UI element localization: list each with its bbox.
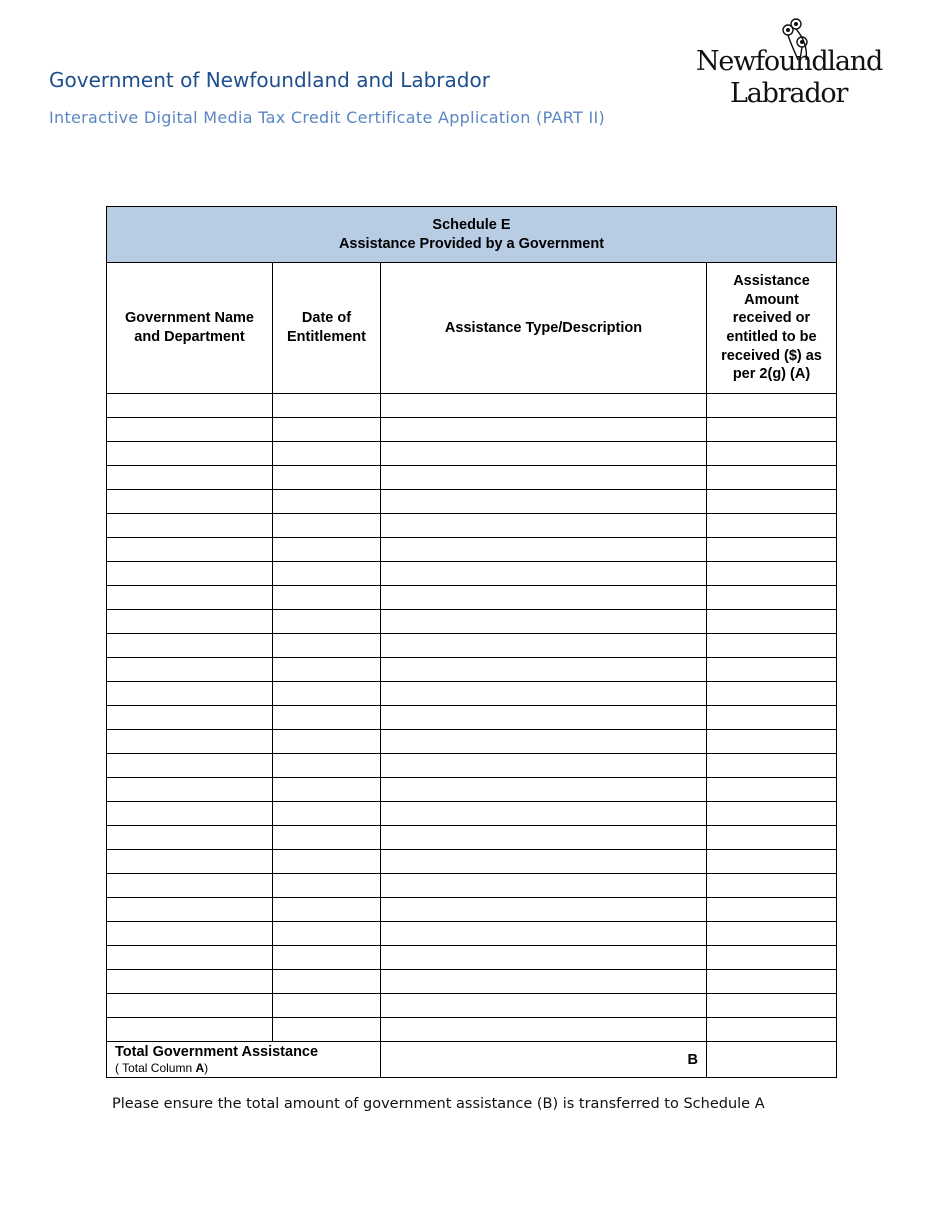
assistance-type-cell[interactable] (381, 442, 707, 466)
amount-cell[interactable] (707, 610, 837, 634)
schedule-title: Schedule E (432, 216, 511, 233)
government-name-cell[interactable] (107, 634, 273, 658)
total-sublabel (115, 1061, 380, 1076)
government-name-cell[interactable] (107, 730, 273, 754)
table-row (107, 658, 837, 682)
government-name-cell[interactable] (107, 562, 273, 586)
table-row (107, 706, 837, 730)
assistance-type-cell[interactable] (381, 778, 707, 802)
amount-cell[interactable] (707, 850, 837, 874)
amount-cell[interactable] (707, 970, 837, 994)
assistance-type-cell[interactable] (381, 802, 707, 826)
date-cell[interactable] (273, 586, 381, 610)
government-name-cell[interactable] (107, 802, 273, 826)
schedule-e-table (106, 206, 837, 1078)
date-cell[interactable] (273, 490, 381, 514)
date-cell[interactable] (273, 850, 381, 874)
form-subtitle: Interactive Digital Media Tax Credit Certificate Application (PART II) (49, 108, 606, 127)
amount-cell[interactable] (707, 898, 837, 922)
amount-cell[interactable] (707, 754, 837, 778)
table-row (107, 394, 837, 418)
government-name-cell[interactable] (107, 898, 273, 922)
government-name-cell[interactable] (107, 778, 273, 802)
amount-cell[interactable] (707, 946, 837, 970)
table-row (107, 538, 837, 562)
government-name-cell[interactable] (107, 586, 273, 610)
date-cell[interactable] (273, 514, 381, 538)
table-row (107, 754, 837, 778)
assistance-type-cell[interactable] (381, 490, 707, 514)
assistance-type-cell[interactable] (381, 994, 707, 1018)
government-name-cell[interactable] (107, 658, 273, 682)
amount-cell[interactable] (707, 706, 837, 730)
date-cell[interactable] (273, 610, 381, 634)
logo-wordmark-labrador: Labrador (730, 78, 848, 109)
schedule-header (107, 207, 837, 263)
government-name-cell[interactable] (107, 754, 273, 778)
date-cell[interactable] (273, 394, 381, 418)
total-sublabel-column: A (195, 1060, 205, 1075)
date-cell[interactable] (273, 826, 381, 850)
amount-cell[interactable] (707, 394, 837, 418)
amount-cell[interactable] (707, 730, 837, 754)
amount-cell[interactable] (707, 514, 837, 538)
amount-cell[interactable] (707, 658, 837, 682)
table-row (107, 826, 837, 850)
logo-wordmark-newfoundland: Newfoundland (696, 46, 883, 77)
column-header-row (107, 263, 837, 394)
assistance-type-cell[interactable] (381, 394, 707, 418)
date-cell[interactable] (273, 418, 381, 442)
assistance-type-cell[interactable] (381, 466, 707, 490)
assistance-type-cell[interactable] (381, 610, 707, 634)
date-cell[interactable] (273, 898, 381, 922)
assistance-type-cell[interactable] (381, 418, 707, 442)
assistance-type-cell[interactable] (381, 586, 707, 610)
table-row (107, 970, 837, 994)
amount-cell[interactable] (707, 802, 837, 826)
date-cell[interactable] (273, 538, 381, 562)
amount-cell[interactable] (707, 562, 837, 586)
total-row (107, 1042, 837, 1078)
government-name-cell[interactable] (107, 490, 273, 514)
table-row (107, 418, 837, 442)
schedule-header-row (107, 207, 837, 263)
total-label: Total Government Assistance (115, 1043, 319, 1060)
total-sublabel-prefix: ( Total Column (115, 1060, 196, 1075)
table-row (107, 922, 837, 946)
government-name-cell[interactable] (107, 538, 273, 562)
date-cell[interactable] (273, 970, 381, 994)
government-name-cell[interactable] (107, 682, 273, 706)
date-cell[interactable] (273, 922, 381, 946)
table-row (107, 898, 837, 922)
assistance-type-cell[interactable] (381, 922, 707, 946)
table-row (107, 490, 837, 514)
government-name-cell[interactable] (107, 610, 273, 634)
government-name-cell[interactable] (107, 706, 273, 730)
assistance-type-cell[interactable] (381, 1018, 707, 1042)
assistance-type-cell[interactable] (381, 538, 707, 562)
assistance-type-cell[interactable] (381, 850, 707, 874)
amount-cell[interactable] (707, 466, 837, 490)
col-header-government-name: Government Name and Department (107, 263, 273, 394)
col-header-assistance-type: Assistance Type/Description (381, 263, 707, 394)
amount-cell[interactable] (707, 874, 837, 898)
assistance-type-cell[interactable] (381, 562, 707, 586)
total-amount-input[interactable] (707, 1042, 837, 1078)
government-name-cell[interactable] (107, 1018, 273, 1042)
amount-cell[interactable] (707, 490, 837, 514)
government-name-cell[interactable] (107, 970, 273, 994)
date-cell[interactable] (273, 802, 381, 826)
table-row (107, 682, 837, 706)
assistance-type-cell[interactable] (381, 946, 707, 970)
schedule-subtitle: Assistance Provided by a Government (338, 235, 605, 252)
table-row (107, 730, 837, 754)
government-name-cell[interactable] (107, 946, 273, 970)
amount-cell[interactable] (707, 826, 837, 850)
total-sublabel-suffix: ) (204, 1060, 209, 1075)
col-header-date: Date of Entitlement (273, 263, 381, 394)
table-row (107, 802, 837, 826)
total-label-cell (107, 1042, 381, 1078)
amount-cell[interactable] (707, 586, 837, 610)
government-name-cell[interactable] (107, 394, 273, 418)
date-cell[interactable] (273, 1018, 381, 1042)
date-cell[interactable] (273, 778, 381, 802)
government-name-cell[interactable] (107, 466, 273, 490)
amount-cell[interactable] (707, 682, 837, 706)
date-cell[interactable] (273, 874, 381, 898)
amount-cell[interactable] (707, 442, 837, 466)
assistance-type-cell[interactable] (381, 514, 707, 538)
table-row (107, 778, 837, 802)
government-name-cell[interactable] (107, 922, 273, 946)
date-cell[interactable] (273, 706, 381, 730)
date-cell[interactable] (273, 946, 381, 970)
date-cell[interactable] (273, 754, 381, 778)
nl-logo (690, 16, 883, 111)
government-title: Government of Newfoundland and Labrador (49, 68, 490, 92)
government-name-cell[interactable] (107, 994, 273, 1018)
government-name-cell[interactable] (107, 874, 273, 898)
government-name-cell[interactable] (107, 418, 273, 442)
amount-cell[interactable] (707, 418, 837, 442)
date-cell[interactable] (273, 682, 381, 706)
assistance-type-cell[interactable] (381, 682, 707, 706)
total-marker-b: B (381, 1042, 707, 1078)
amount-cell[interactable] (707, 1018, 837, 1042)
assistance-type-cell[interactable] (381, 634, 707, 658)
date-cell[interactable] (273, 466, 381, 490)
assistance-type-cell[interactable] (381, 874, 707, 898)
footer-note: Please ensure the total amount of government assistance (B) is transferred to Schedule A (112, 1096, 765, 1112)
date-cell[interactable] (273, 994, 381, 1018)
table-row (107, 442, 837, 466)
assistance-type-cell[interactable] (381, 730, 707, 754)
assistance-type-cell[interactable] (381, 658, 707, 682)
table-row (107, 514, 837, 538)
date-cell[interactable] (273, 658, 381, 682)
table-row (107, 466, 837, 490)
table-row (107, 562, 837, 586)
government-name-cell[interactable] (107, 826, 273, 850)
amount-cell[interactable] (707, 538, 837, 562)
table-row (107, 1018, 837, 1042)
government-name-cell[interactable] (107, 850, 273, 874)
table-row (107, 850, 837, 874)
assistance-type-cell[interactable] (381, 826, 707, 850)
assistance-type-cell[interactable] (381, 754, 707, 778)
date-cell[interactable] (273, 562, 381, 586)
table-row (107, 634, 837, 658)
assistance-type-cell[interactable] (381, 898, 707, 922)
date-cell[interactable] (273, 442, 381, 466)
table-row (107, 994, 837, 1018)
date-cell[interactable] (273, 730, 381, 754)
table-row (107, 610, 837, 634)
table-row (107, 586, 837, 610)
col-header-assistance-amount: Assistance Amount received or entitled to be received ($) as per 2(g) (A) (707, 263, 837, 394)
amount-cell[interactable] (707, 994, 837, 1018)
amount-cell[interactable] (707, 922, 837, 946)
government-name-cell[interactable] (107, 514, 273, 538)
amount-cell[interactable] (707, 778, 837, 802)
assistance-type-cell[interactable] (381, 706, 707, 730)
government-name-cell[interactable] (107, 442, 273, 466)
date-cell[interactable] (273, 634, 381, 658)
amount-cell[interactable] (707, 634, 837, 658)
assistance-type-cell[interactable] (381, 970, 707, 994)
table-row (107, 874, 837, 898)
table-row (107, 946, 837, 970)
